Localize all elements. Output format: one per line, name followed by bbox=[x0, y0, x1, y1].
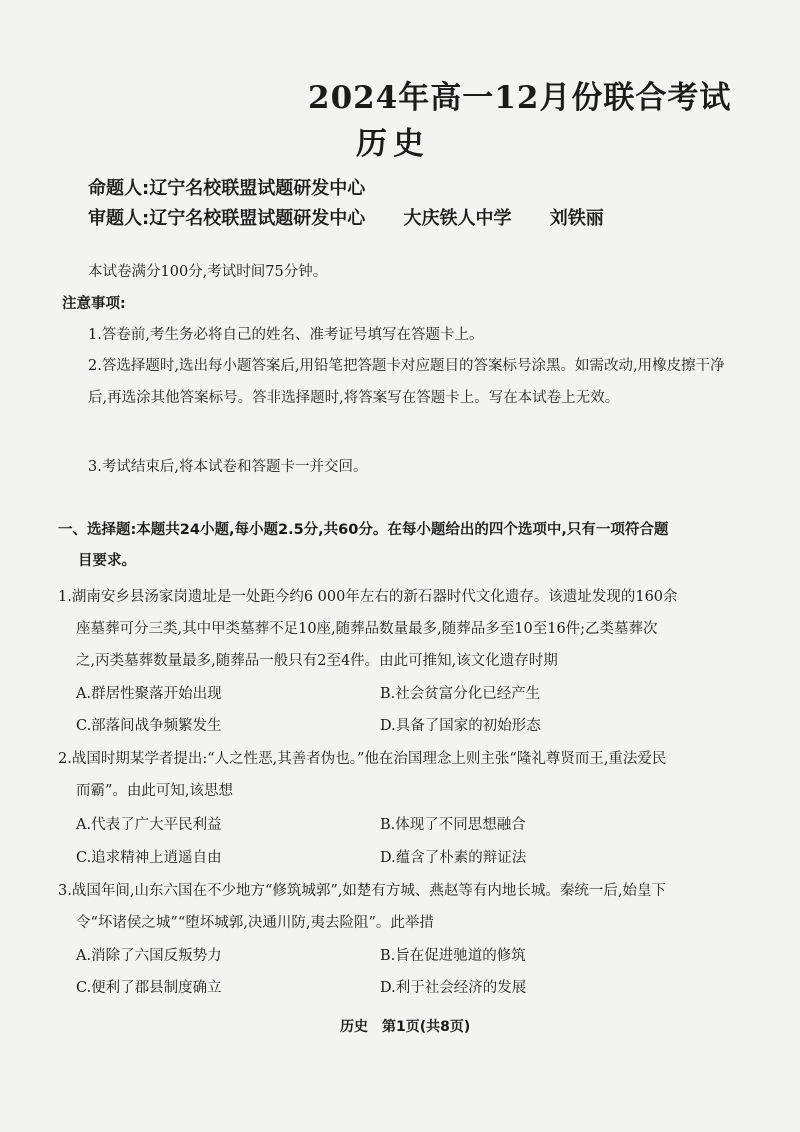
answer-option: D.利于社会经济的发展 bbox=[380, 980, 527, 996]
notice-item: 1.答卷前,考生务必将自己的姓名、准考证号填写在答题卡上。 bbox=[88, 327, 484, 343]
question-stem-line: 1.湖南安乡县汤家岗遗址是一处距今约6 000年左右的新石器时代文化遗存。该遗址发现的160余 bbox=[58, 589, 678, 605]
question-stem-line: 而霸”。由此可知,该思想 bbox=[76, 783, 234, 799]
notice-item: 3.考试结束后,将本试卷和答题卡一并交回。 bbox=[88, 459, 368, 475]
question-stem-line: 3.战国年间,山东六国在不少地方“修筑城郭”,如楚有方城、燕赵等有内地长城。秦统一后,始皇下 bbox=[58, 883, 666, 899]
question-stem-line: 座墓葬可分三类,其中甲类墓葬不足10座,随葬品数量最多,随葬品多至10至16件;乙类墓葬次 bbox=[76, 621, 658, 637]
question-stem-line: 令“坏诸侯之城”“堕坏城郭,决通川防,夷去险阻”。此举措 bbox=[76, 915, 434, 931]
answer-option: A.消除了六国反叛势力 bbox=[76, 948, 222, 964]
notice-heading: 注意事项: bbox=[62, 296, 126, 312]
answer-option: A.群居性聚落开始出现 bbox=[76, 686, 222, 702]
reviewer-line bbox=[88, 204, 604, 230]
exam-intro: 本试卷满分100分,考试时间75分钟。 bbox=[88, 264, 328, 280]
section-heading-cont: 目要求。 bbox=[78, 553, 136, 569]
page-footer: 历史 第1页(共8页) bbox=[340, 1019, 471, 1035]
answer-option: B.社会贫富分化已经产生 bbox=[380, 686, 541, 702]
answer-option: B.体现了不同思想融合 bbox=[380, 817, 526, 833]
question-stem-line: 2.战国时期某学者提出:“人之性恶,其善者伪也。”他在治国理念上则主张“隆礼尊贤而王,重法爱民 bbox=[58, 751, 667, 767]
notice-item: 2.答选择题时,选出每小题答案后,用铅笔把答题卡对应题目的答案标号涂黑。如需改动,用橡皮擦干净后,再选涂其他答案标号。答非选择题时,将答案写在答题卡上。写在本试卷上无效。 bbox=[88, 358, 725, 406]
author-line: 命题人:辽宁名校联盟试题研发中心 bbox=[88, 178, 366, 199]
answer-option: A.代表了广大平民利益 bbox=[76, 817, 222, 833]
reviewer-name: 刘铁丽 bbox=[549, 208, 604, 229]
answer-option: C.部落间战争频繁发生 bbox=[76, 718, 222, 734]
question-stem-line: 之,丙类墓葬数量最多,随葬品一般只有2至4件。由此可推知,该文化遗存时期 bbox=[76, 653, 558, 669]
reviewer-school: 大庆铁人中学 bbox=[403, 208, 512, 229]
section-heading: 一、选择题:本题共24小题,每小题2.5分,共60分。在每小题给出的四个选项中,只有一项符合题 bbox=[58, 522, 669, 538]
answer-option: D.具备了国家的初始形态 bbox=[380, 718, 541, 734]
subject-title: 历史 bbox=[356, 126, 430, 162]
exam-title: 2024年高一12月份联合考试 bbox=[308, 80, 732, 116]
reviewer-label: 审题人:辽宁名校联盟试题研发中心 bbox=[88, 208, 366, 229]
answer-option: C.便利了郡县制度确立 bbox=[76, 980, 222, 996]
answer-option: C.追求精神上逍遥自由 bbox=[76, 850, 222, 866]
answer-option: D.蕴含了朴素的辩证法 bbox=[380, 850, 527, 866]
answer-option: B.旨在促进驰道的修筑 bbox=[380, 948, 526, 964]
